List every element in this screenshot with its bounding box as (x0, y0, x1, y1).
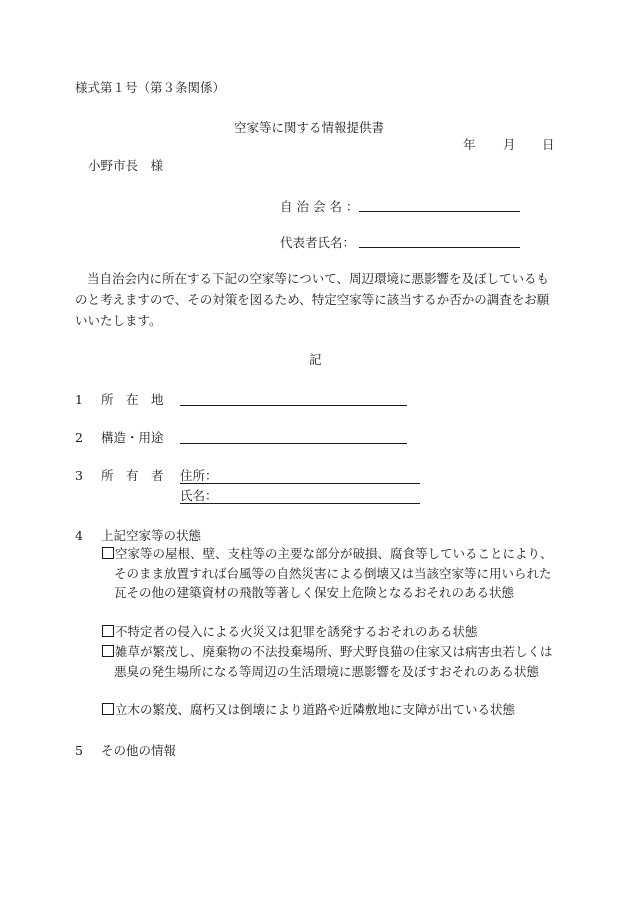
checkbox-icon[interactable] (102, 547, 114, 559)
date-year-label: 年 (463, 137, 476, 152)
condition-option-1[interactable] (102, 544, 558, 603)
association-name-label: 自 治 会 名 ： (280, 199, 359, 214)
condition-option-3-text: 雑草が繁茂し、廃棄物の不法投棄場所、野犬野良猫の住家又は病害虫若しくは悪臭の発生場所になる等周辺の生活環境に悪影響を及ぼすおそれのある状態 (114, 644, 553, 679)
condition-option-1-text: 空家等の屋根、壁、支柱等の主要な部分が破損、腐食等していることにより、そのまま放置すれば台風等の自然災害による倒壊又は当該空家等に用いられた瓦その他の建築資材の飛散等著しく保安上危険となるおそれのある状態 (114, 546, 553, 600)
condition-option-2-text: 不特定者の侵入による火災又は犯罪を誘発するおそれのある状態 (115, 624, 478, 639)
owner-address-label: 住所： (180, 468, 218, 483)
representative-name-field[interactable] (359, 247, 520, 248)
date-month-label: 月 (503, 137, 516, 152)
representative-name-label: 代表者氏名： (280, 235, 356, 250)
condition-option-3[interactable] (102, 642, 558, 681)
condition-option-4[interactable] (102, 700, 558, 720)
addressee: 小野市長 様 (88, 158, 164, 173)
condition-option-4-text: 立木の繁茂、腐朽又は倒壊により道路や近隣敷地に支障が出ている状態 (115, 702, 516, 717)
structure-use-field[interactable] (180, 443, 407, 444)
owner-label: 所 有 者 (101, 468, 164, 483)
item-4-number: 4 (75, 528, 83, 543)
item-2-number: 2 (75, 430, 83, 445)
checkbox-icon[interactable] (102, 645, 114, 657)
structure-use-label: 構造・用途 (101, 430, 164, 445)
location-field[interactable] (180, 405, 407, 406)
owner-address-field[interactable] (180, 483, 420, 484)
owner-name-field[interactable] (180, 503, 420, 504)
owner-name-label: 氏名： (180, 488, 218, 503)
document-title: 空家等に関する情報提供書 (234, 120, 385, 135)
form-number: 様式第１号（第３条関係） (75, 80, 226, 95)
condition-label: 上記空家等の状態 (101, 528, 202, 543)
ki-heading: 記 (309, 352, 322, 367)
location-label: 所 在 地 (101, 392, 164, 407)
condition-option-2[interactable] (102, 622, 558, 642)
association-name-field[interactable] (359, 211, 520, 212)
checkbox-icon[interactable] (102, 625, 114, 637)
item-3-number: 3 (75, 468, 83, 483)
item-1-number: 1 (75, 392, 83, 407)
other-info-label: その他の情報 (101, 743, 177, 758)
date-day-label: 日 (542, 137, 555, 152)
checkbox-icon[interactable] (102, 703, 114, 715)
request-paragraph: 当自治会内に所在する下記の空家等について、周辺環境に悪影響を及ぼしているものと考えますので、その対策を図るため、特定空家等に該当するか否かの調査をお願いいたします。 (75, 271, 550, 328)
item-5-number: 5 (75, 743, 83, 758)
